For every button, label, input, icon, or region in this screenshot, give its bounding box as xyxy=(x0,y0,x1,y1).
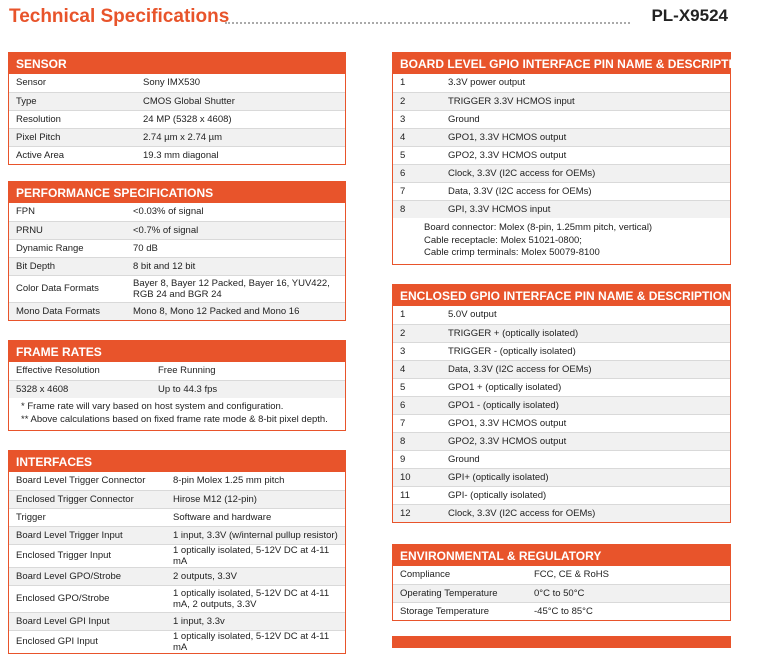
table-row xyxy=(393,128,730,146)
row-value: Clock, 3.3V (I2C access for OEMs) xyxy=(441,164,730,182)
row-label: PRNU xyxy=(9,221,126,239)
row-label: Board Level Trigger Connector xyxy=(16,475,146,487)
table-row xyxy=(9,275,345,302)
row-label: Storage Temperature xyxy=(393,602,527,620)
table-row xyxy=(9,544,345,567)
interfaces-table xyxy=(9,472,345,653)
row-value: 1 input, 3.3v xyxy=(166,612,345,630)
frame-rates-panel xyxy=(8,340,346,431)
table-row xyxy=(9,92,345,110)
row-label: Sensor xyxy=(16,77,47,89)
row-value: 8 bit and 12 bit xyxy=(126,257,345,275)
table-row xyxy=(393,566,730,584)
row-value: FCC, CE & RoHS xyxy=(534,569,609,581)
row-label: Enclosed Trigger Connector xyxy=(9,490,166,508)
row-label: 6 xyxy=(393,396,441,414)
table-row xyxy=(9,567,345,585)
sensor-heading: SENSOR xyxy=(9,53,345,74)
board-connector-notes xyxy=(393,218,730,264)
row-label: 1 xyxy=(400,77,406,89)
row-value: GPO2, 3.3V HCMOS output xyxy=(441,146,730,164)
frame-rate-note-1: * Frame rate will vary based on host system and configuration. xyxy=(21,401,284,412)
table-row xyxy=(9,239,345,257)
table-row xyxy=(393,504,730,522)
row-value: Sony IMX530 xyxy=(143,77,201,89)
row-label: Board Level GPI Input xyxy=(9,612,166,630)
board-gpio-panel xyxy=(392,52,750,265)
table-row xyxy=(393,414,730,432)
performance-table xyxy=(9,203,345,320)
row-value: -45°C to 85°C xyxy=(527,602,730,620)
row-value: <0.03% of signal xyxy=(133,206,204,218)
table-row xyxy=(9,508,345,526)
frame-rates-heading: FRAME RATES xyxy=(9,341,345,362)
row-value: 2 outputs, 3.3V xyxy=(166,567,345,585)
table-row xyxy=(9,110,345,128)
row-label: 2 xyxy=(393,324,441,342)
next-section-panel xyxy=(392,636,731,648)
table-row xyxy=(393,164,730,182)
row-value: Data, 3.3V (I2C access for OEMs) xyxy=(441,182,730,200)
row-value: <0.7% of signal xyxy=(126,221,345,239)
row-label: Mono Data Formats xyxy=(9,302,126,320)
row-value: Ground xyxy=(441,110,730,128)
row-value: GPI, 3.3V HCMOS input xyxy=(441,200,730,218)
row-value: 1 optically isolated, 5-12V DC at 4-11 mA xyxy=(166,544,345,567)
row-label: Resolution xyxy=(9,110,136,128)
sensor-panel xyxy=(8,52,346,165)
page-header xyxy=(0,0,757,40)
row-value: 24 MP (5328 x 4608) xyxy=(136,110,345,128)
table-row xyxy=(393,110,730,128)
row-value: GPI+ (optically isolated) xyxy=(441,468,730,486)
table-row xyxy=(393,360,730,378)
board-gpio-table xyxy=(393,74,730,218)
row-value: Clock, 3.3V (I2C access for OEMs) xyxy=(441,504,730,522)
table-row xyxy=(393,92,730,110)
table-row xyxy=(9,302,345,320)
environmental-heading: ENVIRONMENTAL & REGULATORY xyxy=(393,545,730,566)
environmental-panel xyxy=(392,544,731,621)
row-value: GPO1 + (optically isolated) xyxy=(441,378,730,396)
row-label: 5 xyxy=(393,378,441,396)
row-value: 3.3V power output xyxy=(448,77,526,89)
table-row xyxy=(9,380,345,398)
row-label: 3 xyxy=(393,342,441,360)
row-label: 5328 x 4608 xyxy=(9,380,151,398)
row-label: Trigger xyxy=(9,508,166,526)
row-label: Color Data Formats xyxy=(9,275,126,302)
row-label: 8 xyxy=(393,432,441,450)
row-value: GPO1, 3.3V HCMOS output xyxy=(441,414,730,432)
row-label: Compliance xyxy=(400,569,451,581)
row-value: 0°C to 50°C xyxy=(527,584,730,602)
table-row xyxy=(9,585,345,612)
frame-rates-table xyxy=(9,362,345,398)
row-label: 2 xyxy=(393,92,441,110)
table-row xyxy=(9,257,345,275)
cable-receptacle-note: Cable receptacle: Molex 51021-0800; xyxy=(424,234,582,246)
table-row xyxy=(9,146,345,164)
row-value: GPO1, 3.3V HCMOS output xyxy=(441,128,730,146)
frame-rate-note-2: ** Above calculations based on fixed frame rate mode & 8-bit pixel depth. xyxy=(21,413,328,425)
sensor-table xyxy=(9,74,345,164)
table-row xyxy=(9,472,345,490)
row-value: Ground xyxy=(441,450,730,468)
board-gpio-heading: BOARD LEVEL GPIO INTERFACE PIN NAME & DESCRIPTION xyxy=(393,53,730,74)
row-label: 7 xyxy=(393,414,441,432)
row-label: Enclosed GPO/Strobe xyxy=(9,585,166,612)
row-value: Data, 3.3V (I2C access for OEMs) xyxy=(441,360,730,378)
row-label: 8 xyxy=(393,200,441,218)
table-row xyxy=(9,221,345,239)
interfaces-panel xyxy=(8,450,346,654)
table-row xyxy=(9,203,345,221)
row-label: 7 xyxy=(393,182,441,200)
row-label: Board Level Trigger Input xyxy=(9,526,166,544)
row-label: 3 xyxy=(393,110,441,128)
table-row xyxy=(9,490,345,508)
row-label: 6 xyxy=(393,164,441,182)
row-value: 70 dB xyxy=(126,239,345,257)
row-value: 1 optically isolated, 5-12V DC at 4-11 mA xyxy=(166,630,345,653)
page-title: Technical Specifications xyxy=(9,6,230,27)
row-label: 10 xyxy=(393,468,441,486)
row-value: Mono 8, Mono 12 Packed and Mono 16 xyxy=(126,302,345,320)
performance-panel xyxy=(8,181,346,321)
row-value: 2.74 µm x 2.74 µm xyxy=(136,128,345,146)
row-value: GPO1 - (optically isolated) xyxy=(441,396,730,414)
row-value: Up to 44.3 fps xyxy=(151,380,345,398)
row-label: Active Area xyxy=(9,146,136,164)
row-label: Effective Resolution xyxy=(16,365,100,377)
table-row xyxy=(393,200,730,218)
row-value: GPI- (optically isolated) xyxy=(441,486,730,504)
environmental-table xyxy=(393,566,730,620)
table-row xyxy=(393,468,730,486)
row-label: Pixel Pitch xyxy=(9,128,136,146)
table-row xyxy=(9,630,345,653)
enclosed-gpio-panel xyxy=(392,284,731,523)
enclosed-gpio-table xyxy=(393,306,730,522)
row-value: Free Running xyxy=(158,365,216,377)
performance-heading: PERFORMANCE SPECIFICATIONS xyxy=(9,182,345,203)
crimp-terminals-note: Cable crimp terminals: Molex 50079-8100 xyxy=(424,247,600,258)
row-label: 4 xyxy=(393,360,441,378)
row-value: TRIGGER 3.3V HCMOS input xyxy=(441,92,730,110)
model-name: PL-X9524 xyxy=(651,6,728,25)
row-label: Enclosed Trigger Input xyxy=(9,544,166,567)
board-connector-note: Board connector: Molex (8-pin, 1.25mm pitch, vertical) xyxy=(424,222,653,233)
row-label: Bit Depth xyxy=(9,257,126,275)
row-label: FPN xyxy=(16,206,35,218)
table-row xyxy=(393,396,730,414)
row-value: 5.0V output xyxy=(448,309,497,321)
row-value: 1 input, 3.3V (w/internal pullup resistor) xyxy=(166,526,345,544)
row-value: CMOS Global Shutter xyxy=(136,92,345,110)
row-value: 8-pin Molex 1.25 mm pitch xyxy=(173,475,285,487)
row-label: 4 xyxy=(393,128,441,146)
table-row xyxy=(393,378,730,396)
row-value: TRIGGER - (optically isolated) xyxy=(441,342,730,360)
table-row xyxy=(393,432,730,450)
row-label: 11 xyxy=(393,486,441,504)
table-row xyxy=(393,584,730,602)
table-row xyxy=(393,74,730,92)
row-label: Enclosed GPI Input xyxy=(9,630,166,653)
row-label: Dynamic Range xyxy=(9,239,126,257)
row-label: 9 xyxy=(393,450,441,468)
table-row xyxy=(393,602,730,620)
dotted-leader xyxy=(225,12,630,24)
table-row xyxy=(393,450,730,468)
table-row xyxy=(9,362,345,380)
row-label: 5 xyxy=(393,146,441,164)
frame-rates-notes xyxy=(9,398,345,430)
table-row xyxy=(9,128,345,146)
table-row xyxy=(9,74,345,92)
table-row xyxy=(393,306,730,324)
enclosed-gpio-heading: ENCLOSED GPIO INTERFACE PIN NAME & DESCRIPTION xyxy=(393,285,730,306)
row-value: GPO2, 3.3V HCMOS output xyxy=(441,432,730,450)
table-row xyxy=(393,182,730,200)
table-row xyxy=(393,146,730,164)
row-value: Software and hardware xyxy=(166,508,345,526)
row-label: Type xyxy=(9,92,136,110)
interfaces-heading: INTERFACES xyxy=(9,451,345,472)
row-label: Operating Temperature xyxy=(393,584,527,602)
table-row xyxy=(393,324,730,342)
row-label: 12 xyxy=(393,504,441,522)
row-label: Board Level GPO/Strobe xyxy=(9,567,166,585)
row-value: TRIGGER + (optically isolated) xyxy=(441,324,730,342)
row-value: Bayer 8, Bayer 12 Packed, Bayer 16, YUV422, RGB 24 and BGR 24 xyxy=(126,275,345,302)
table-row xyxy=(9,526,345,544)
row-label: 1 xyxy=(400,309,406,321)
row-value: 1 optically isolated, 5-12V DC at 4-11 mA, 2 outputs, 3.3V xyxy=(166,585,345,612)
row-value: 19.3 mm diagonal xyxy=(136,146,345,164)
table-row xyxy=(393,486,730,504)
row-value: Hirose M12 (12-pin) xyxy=(166,490,345,508)
table-row xyxy=(9,612,345,630)
table-row xyxy=(393,342,730,360)
